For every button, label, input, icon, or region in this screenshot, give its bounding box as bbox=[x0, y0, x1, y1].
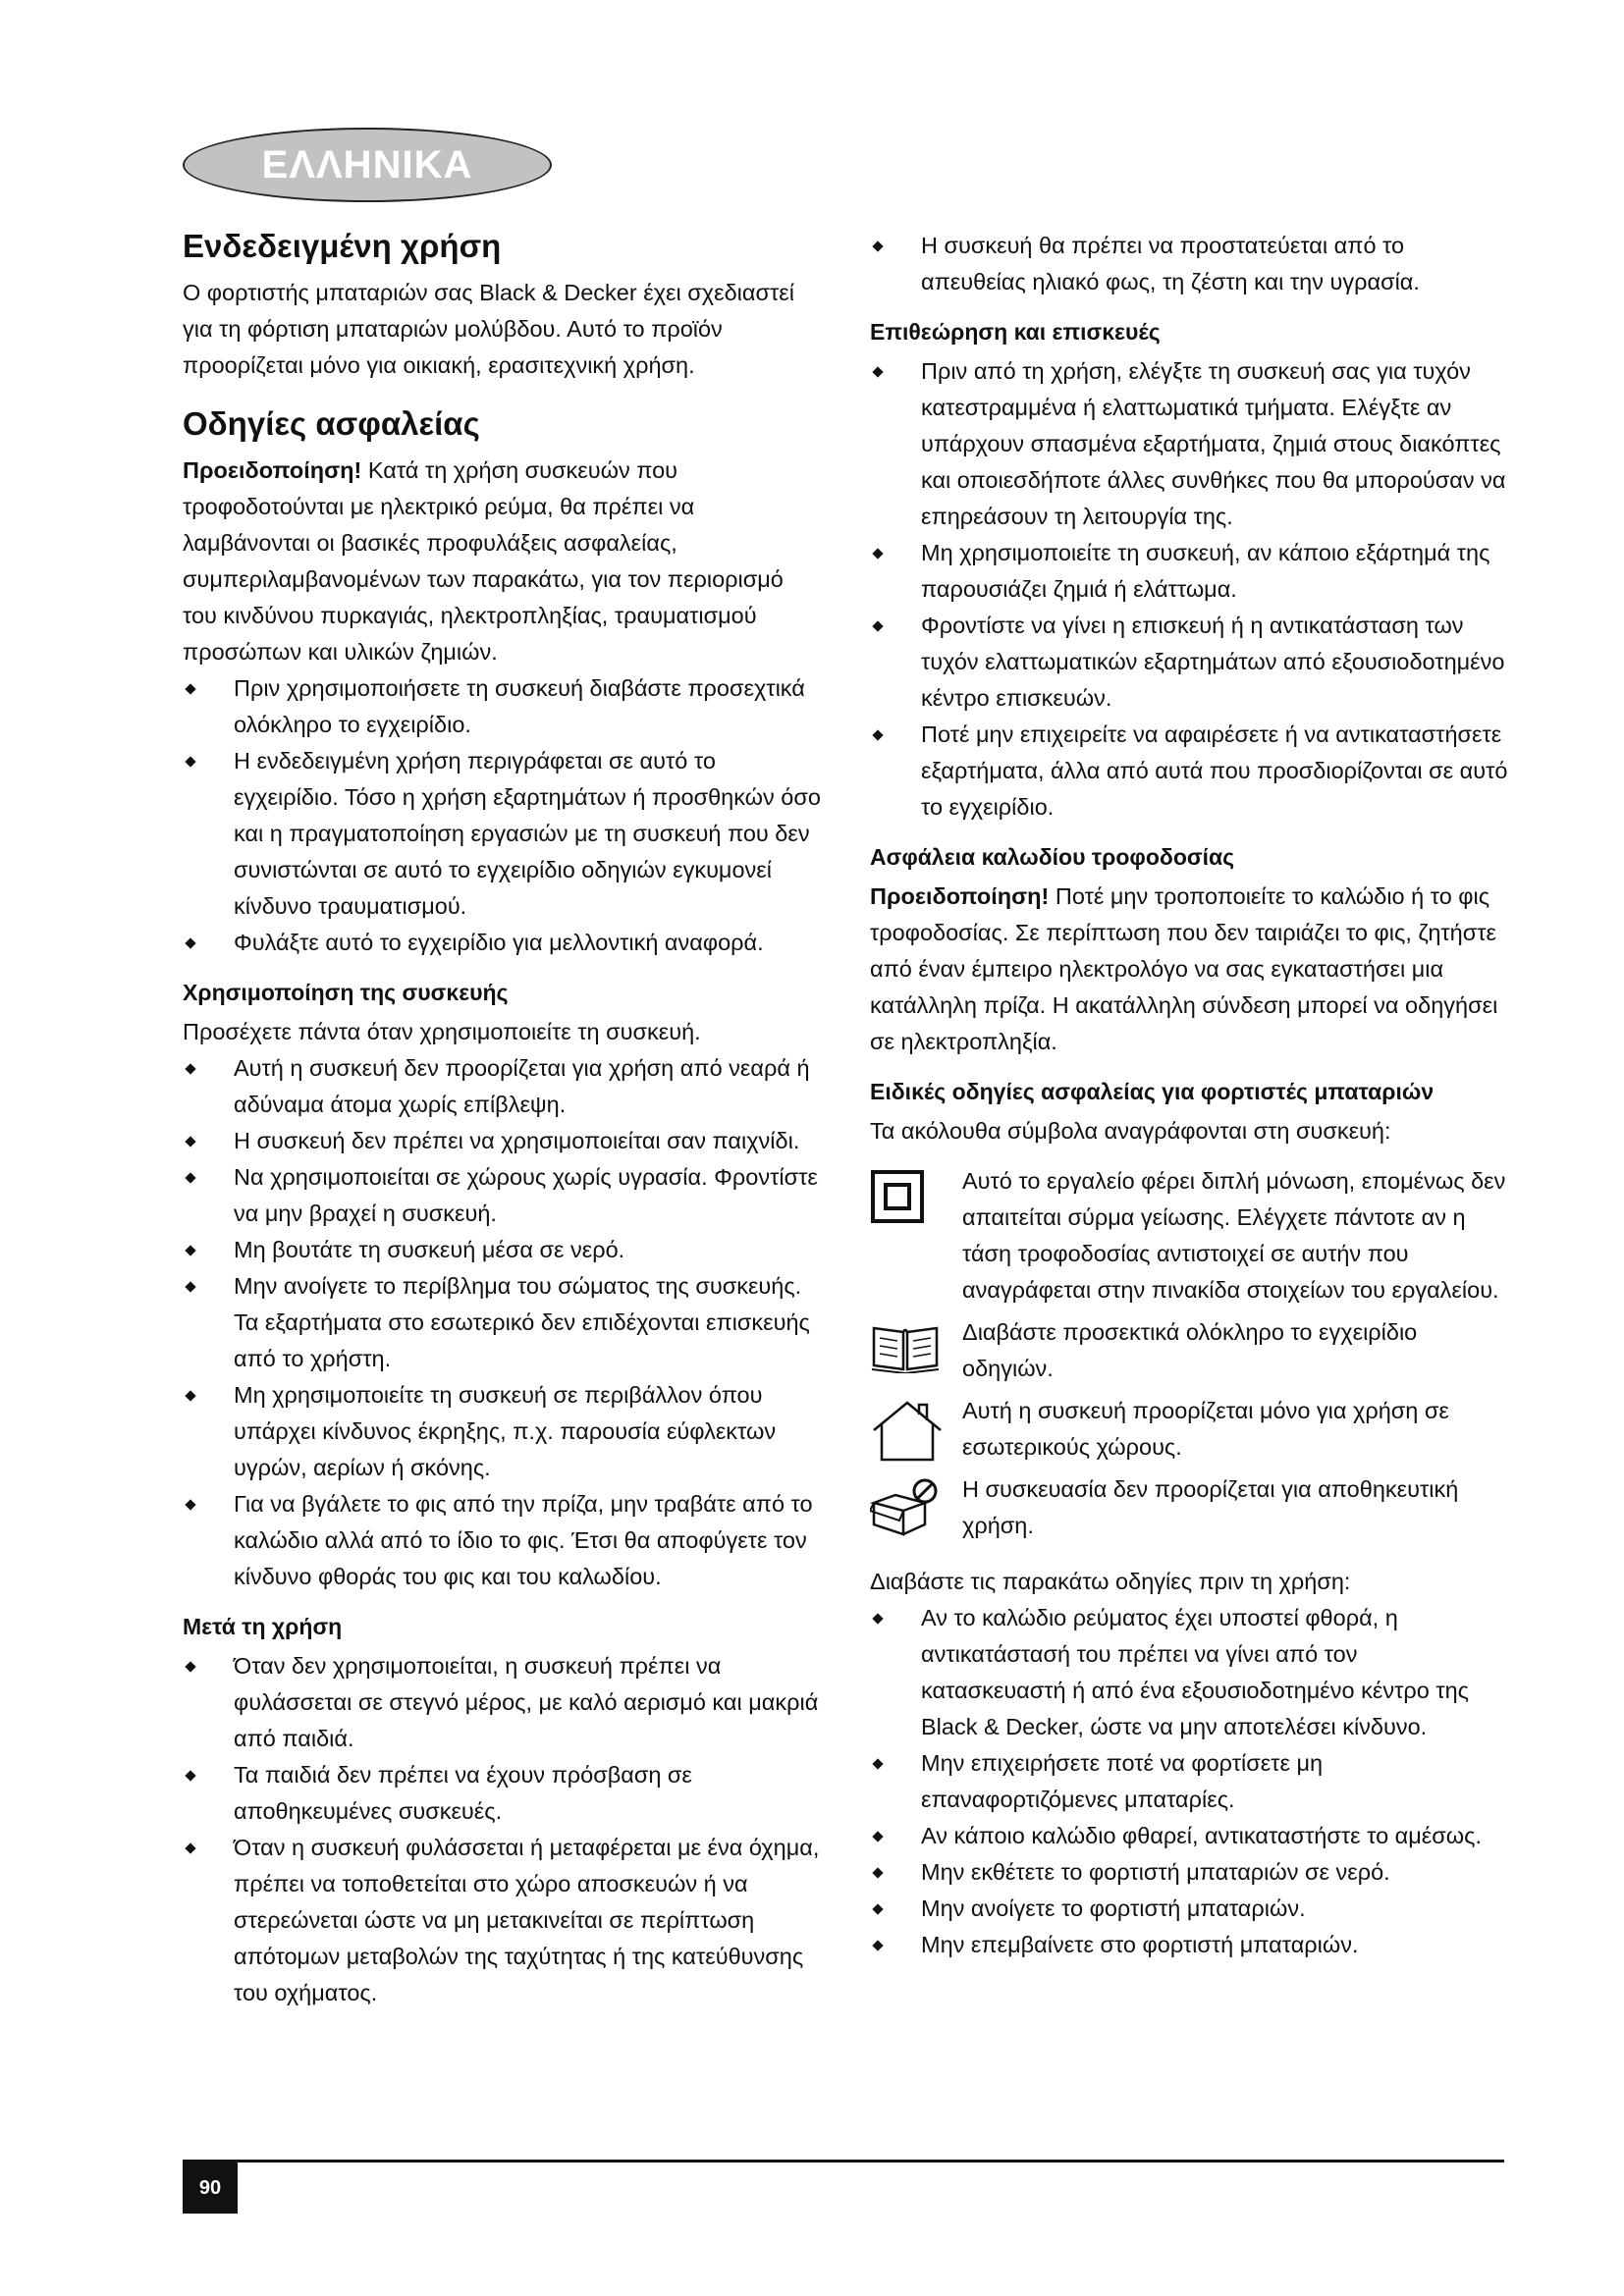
safety-list bbox=[183, 670, 821, 961]
double-insulation-icon bbox=[870, 1163, 962, 1224]
list-item: Πριν από τη χρήση, ελέγξτε τη συσκευή σας για τυχόν κατεστραμμένα ή ελαττωματικά τμήματα. Ελέγξτε αν υπάρχουν σπασμένα εξαρτήματα, ζημιά στους διακόπτες και οποιεσδήποτε άλλες συνθήκες που θα μπορούσαν να επηρεάσουν τη λειτουργία της. bbox=[870, 353, 1508, 535]
symbol-row bbox=[870, 1471, 1508, 1544]
list-item: Φροντίστε να γίνει η επισκευή ή η αντικατάσταση των τυχόν ελαττωματικών εξαρτημάτων από εξουσιοδοτημένο κέντρο επισκευών. bbox=[870, 608, 1508, 717]
list-item: Μην ανοίγετε το φορτιστή μπαταριών. bbox=[870, 1891, 1508, 1927]
list-item: Να χρησιμοποιείται σε χώρους χωρίς υγρασία. Φροντίστε να μην βραχεί η συσκευή. bbox=[183, 1159, 821, 1232]
bullet-icon bbox=[185, 1063, 195, 1074]
list-item: Αυτή η συσκευή δεν προορίζεται για χρήση από νεαρά ή αδύναμα άτομα χωρίς επίβλεψη. bbox=[183, 1050, 821, 1123]
bullet-icon bbox=[872, 1867, 883, 1878]
bullet-icon bbox=[872, 729, 883, 740]
footer-rule bbox=[183, 2160, 1504, 2163]
list-item: Πριν χρησιμοποιήσετε τη συσκευή διαβάστε προσεχτικά ολόκληρο το εγχειρίδιο. bbox=[183, 670, 821, 743]
bullet-icon bbox=[872, 1758, 883, 1769]
bullet-icon bbox=[185, 1499, 195, 1510]
after-use-title: Μετά τη χρήση bbox=[183, 1613, 343, 1639]
no-storage-box-icon bbox=[870, 1471, 962, 1536]
list-item: Φυλάξτε αυτό το εγχειρίδιο για μελλοντική αναφορά. bbox=[183, 925, 821, 961]
bullet-icon bbox=[872, 1940, 883, 1950]
symbol-text: Η συσκευασία δεν προορίζεται για αποθηκευτική χρήση. bbox=[962, 1475, 1459, 1538]
list-item: Η συσκευή δεν πρέπει να χρησιμοποιείται σαν παιχνίδι. bbox=[183, 1123, 821, 1159]
language-badge bbox=[183, 128, 552, 202]
bullet-icon bbox=[872, 620, 883, 631]
intended-use-section bbox=[183, 228, 821, 384]
symbol-row bbox=[870, 1163, 1508, 1308]
use-list bbox=[183, 1050, 821, 1595]
bullet-icon bbox=[872, 240, 883, 251]
use-intro: Προσέχετε πάντα όταν χρησιμοποιείτε τη συσκευή. bbox=[183, 1018, 701, 1044]
cord-safety-section bbox=[870, 843, 1508, 1060]
warning-label: Προειδοποίηση! bbox=[870, 882, 1050, 909]
symbol-text: Αυτό το εργαλείο φέρει διπλή μόνωση, επομένως δεν απαιτείται σύρμα γείωσης. Ελέγχετε πάντοτε αν η τάση τροφοδοσίας αντιστοιχεί σε αυτήν που αναγράφεται στην πινακίδα στοιχείων του εργαλείου. bbox=[962, 1167, 1506, 1303]
list-item: Μη χρησιμοποιείτε τη συσκευή σε περιβάλλον όπου υπάρχει κίνδυνος έκρηξης, π.χ. παρουσία εύφλεκτων υγρών, αερίων ή σκόνης. bbox=[183, 1377, 821, 1486]
read-intro: Διαβάστε τις παρακάτω οδηγίες πριν τη χρήση: bbox=[870, 1568, 1351, 1594]
warning-label: Προειδοποίηση! bbox=[183, 456, 362, 483]
safety-title: Οδηγίες ασφαλείας bbox=[183, 404, 480, 442]
cord-safety-warning bbox=[870, 879, 1508, 1060]
protection-section bbox=[870, 228, 1508, 300]
list-item: Όταν η συσκευή φυλάσσεται ή μεταφέρεται με ένα όχημα, πρέπει να τοποθετείται στο χώρο αποσκευών ή να στερεώνεται ώστε να μη μετακινείται σε περίπτωση απότομων μεταβολών της ταχύτητας ή της κατεύθυνσης του οχήματος. bbox=[183, 1830, 821, 2011]
safety-warning bbox=[183, 453, 821, 670]
list-item: Για να βγάλετε το φις από την πρίζα, μην τραβάτε από το καλώδιο αλλά από το ίδιο το φις. Έτσι θα αποφύγετε τον κίνδυνο φθοράς του φις και του καλωδίου. bbox=[183, 1486, 821, 1595]
list-item: Μην εκθέτετε το φορτιστή μπαταριών σε νερό. bbox=[870, 1854, 1508, 1891]
after-use-list bbox=[183, 1648, 821, 2011]
list-item: Τα παιδιά δεν πρέπει να έχουν πρόσβαση σε αποθηκευμένες συσκευές. bbox=[183, 1757, 821, 1830]
symbol-text: Διαβάστε προσεκτικά ολόκληρο το εγχειρίδιο οδηγιών. bbox=[962, 1318, 1418, 1381]
list-item: Μην επεμβαίνετε στο φορτιστή μπαταριών. bbox=[870, 1927, 1508, 1963]
charger-safety-title: Ειδικές οδηγίες ασφαλείας για φορτιστές μπαταριών bbox=[870, 1078, 1435, 1104]
page-number: 90 bbox=[183, 2163, 238, 2214]
list-item: Μην επιχειρήσετε ποτέ να φορτίσετε μη επαναφορτιζόμενες μπαταρίες. bbox=[870, 1745, 1508, 1818]
bullet-icon bbox=[185, 937, 195, 948]
safety-section bbox=[183, 405, 821, 961]
list-item: Αν κάποιο καλώδιο φθαρεί, αντικαταστήστε το αμέσως. bbox=[870, 1818, 1508, 1854]
bullet-icon bbox=[872, 1613, 883, 1624]
indoor-house-icon bbox=[870, 1393, 962, 1464]
list-item: Η ενδεδειγμένη χρήση περιγράφεται σε αυτό το εγχειρίδιο. Τόσο η χρήση εξαρτημάτων ή προσθηκών όσο και η πραγματοποίηση εργασιών με τη συσκευή που δεν συνιστώνται σε αυτό το εγχειρίδιο οδηγιών εγκυμονεί κίνδυνο τραυματισμού. bbox=[183, 743, 821, 925]
warning-text: Ποτέ μην τροποποιείτε το καλώδιο ή το φις τροφοδοσίας. Σε περίπτωση που δεν ταιριάζει το φις, ζητήστε από έναν έμπειρο ηλεκτρολόγο να σας εγκαταστήσει μια κατάλληλη πρίζα. Η ακατάλληλη σύνδεση μπορεί να οδηγήσει σε ηλεκτροπληξία. bbox=[870, 882, 1498, 1054]
use-section bbox=[183, 979, 821, 1595]
inspection-list bbox=[870, 353, 1508, 826]
use-title: Χρησιμοποίηση της συσκευής bbox=[183, 979, 509, 1005]
list-item: Όταν δεν χρησιμοποιείται, η συσκευή πρέπει να φυλάσσεται σε στεγνό μέρος, με καλό αερισμό και μακριά από παιδιά. bbox=[183, 1648, 821, 1757]
bullet-icon bbox=[185, 1842, 195, 1853]
bullet-icon bbox=[185, 756, 195, 767]
inspection-section bbox=[870, 318, 1508, 826]
bullet-icon bbox=[185, 1661, 195, 1672]
intended-use-title: Ενδεδειγμένη χρήση bbox=[183, 228, 502, 264]
language-label: ΕΛΛΗΝΙΚΑ bbox=[261, 142, 473, 187]
list-item: Μην ανοίγετε το περίβλημα του σώματος της συσκευής. Τα εξαρτήματα στο εσωτερικό δεν επιδέχονται επισκευής από το χρήστη. bbox=[183, 1268, 821, 1377]
bullet-icon bbox=[185, 1136, 195, 1147]
list-item: Αν το καλώδιο ρεύματος έχει υποστεί φθορά, η αντικατάστασή του πρέπει να γίνει από τον κατασκευαστή ή από ένα εξουσιοδοτημένο κέντρο της Black & Decker, ώστε να μην αποτελέσει κίνδυνο. bbox=[870, 1600, 1508, 1745]
charger-list bbox=[870, 1600, 1508, 1963]
list-item: Ποτέ μην επιχειρείτε να αφαιρέσετε ή να αντικαταστήσετε εξαρτήματα, άλλα από αυτά που προσδιορίζονται σε αυτό το εγχειρίδιο. bbox=[870, 717, 1508, 826]
symbol-text: Αυτή η συσκευή προορίζεται μόνο για χρήση σε εσωτερικούς χώρους. bbox=[962, 1397, 1449, 1460]
intended-use-text: Ο φορτιστής μπαταριών σας Black & Decker έχει σχεδιαστεί για τη φόρτιση μπαταριών μολύβδου. Αυτό το προϊόν προορίζεται μόνο για οικιακή, ερασιτεχνική χρήση. bbox=[183, 279, 794, 378]
inspection-title: Επιθεώρηση και επισκευές bbox=[870, 319, 1161, 345]
symbol-row bbox=[870, 1314, 1508, 1387]
left-column bbox=[183, 228, 821, 2029]
bullet-icon bbox=[872, 1903, 883, 1914]
after-use-section bbox=[183, 1613, 821, 2011]
charger-safety-section bbox=[870, 1078, 1508, 1963]
bullet-icon bbox=[185, 1245, 195, 1255]
symbol-row bbox=[870, 1393, 1508, 1466]
cord-safety-title: Ασφάλεια καλωδίου τροφοδοσίας bbox=[870, 843, 1235, 870]
list-item: Μη χρησιμοποιείτε τη συσκευή, αν κάποιο εξάρτημά της παρουσιάζει ζημιά ή ελάττωμα. bbox=[870, 535, 1508, 608]
symbols-intro: Τα ακόλουθα σύμβολα αναγράφονται στη συσκευή: bbox=[870, 1117, 1391, 1144]
bullet-icon bbox=[185, 1172, 195, 1183]
manual-book-icon bbox=[870, 1314, 962, 1373]
bullet-icon bbox=[872, 366, 883, 377]
bullet-icon bbox=[185, 1770, 195, 1781]
bullet-icon bbox=[185, 683, 195, 694]
warning-text: Κατά τη χρήση συσκευών που τροφοδοτούνται με ηλεκτρικό ρεύμα, θα πρέπει να λαμβάνονται οι βασικές προφυλάξεις ασφαλείας, συμπεριλαμβανομένων των παρακάτω, για τον περιορισμό του κινδύνου πυρκαγιάς, ηλεκτροπληξίας, τραυματισμού προσώπων και υλικών ζημιών. bbox=[183, 456, 784, 665]
protection-list bbox=[870, 228, 1508, 300]
bullet-icon bbox=[872, 548, 883, 559]
list-item: Η συσκευή θα πρέπει να προστατεύεται από το απευθείας ηλιακό φως, τη ζέστη και την υγρασία. bbox=[870, 228, 1508, 300]
bullet-icon bbox=[185, 1390, 195, 1401]
bullet-icon bbox=[185, 1281, 195, 1292]
bullet-icon bbox=[872, 1831, 883, 1842]
list-item: Μη βουτάτε τη συσκευή μέσα σε νερό. bbox=[183, 1232, 821, 1268]
right-column bbox=[870, 228, 1508, 1981]
